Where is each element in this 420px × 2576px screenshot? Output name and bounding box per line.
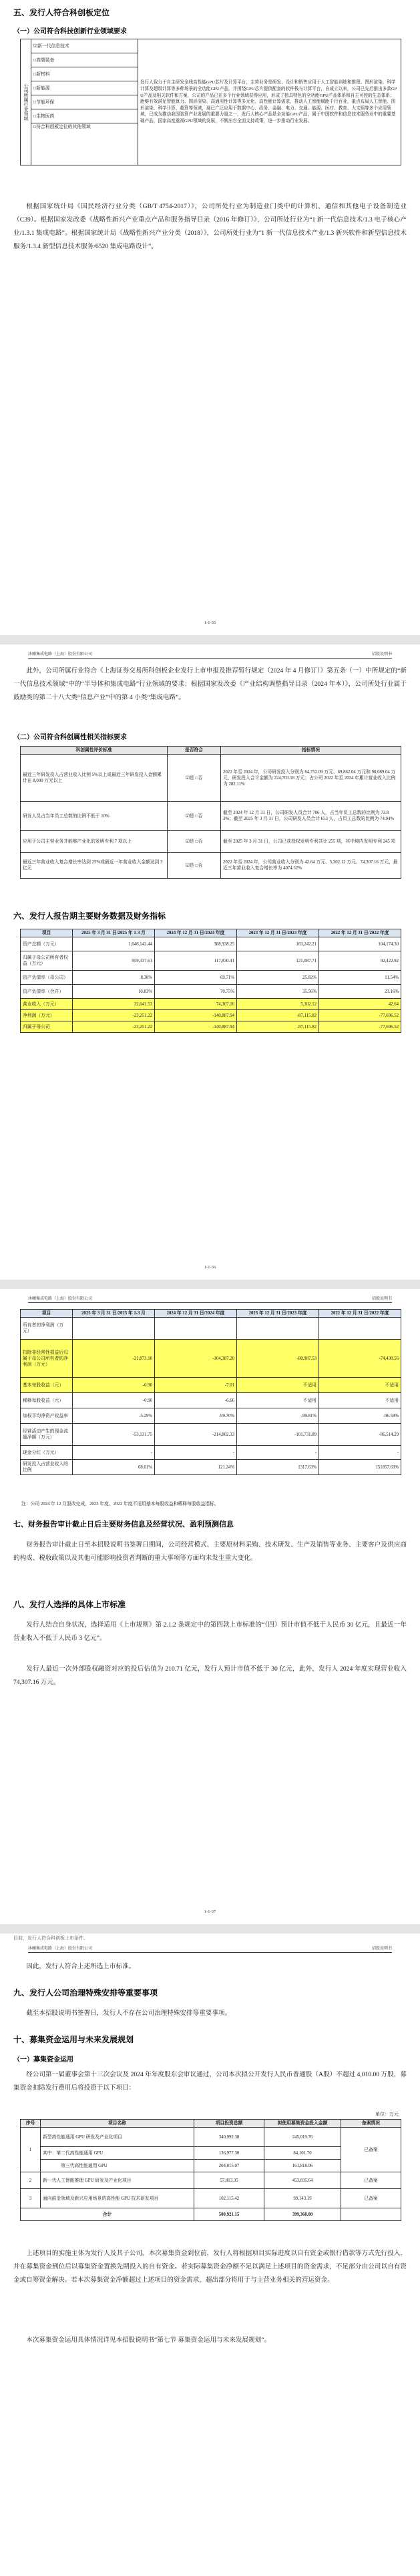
page-header bbox=[28, 649, 392, 659]
document-type: 招股说明书 bbox=[371, 1947, 392, 1951]
listing-standard-paragraph: 发行人结合自身状况，选择适用《上市规则》第 2.1.2 条规定中的第四款上市标准的“（四）预计市值不低于人民币 30 亿元，且最近一年营业收入不低于人民币 3 亿元”。 bbox=[13, 1621, 407, 1642]
field-row: □生物医药 bbox=[31, 109, 138, 123]
criteria-row: 最近三年营业收入复合增长率达到 25%或最近一年营业收入金额达到 3 亿元 ☑是 □否 2022 年至 2024 年，公司营业收入分别为 42.64 万元、5,302.12 万元、74,307.16 万元，最近三年营业收入复合增长率为 4074.52% bbox=[21, 853, 401, 879]
post-audit-paragraph: 财务报告审计截止日至本招股说明书签署日期间，公司经营模式、主要原材料采购、技术研发、生产及销售等业务、主要客户及供应商的构成、税收政策以及其他可能影响投资者判断的重大事项等方面均未发生重大变化。 bbox=[13, 1541, 407, 1562]
column-header: 科创属性评价标准 bbox=[21, 747, 168, 755]
field-row: □符合科创板定位的其他领域 bbox=[31, 123, 138, 165]
checkbox-icon: □ bbox=[33, 57, 37, 63]
column-header: 2025 年 3 月 31 日/2025 年 1-3 月 bbox=[73, 929, 155, 937]
table-row: 稀释每股收益（元） -0.90 -6.66 不适用 不适用 bbox=[21, 1393, 401, 1408]
page-1-35 bbox=[0, 0, 420, 635]
reference-paragraph: 本次募集资金运用具体情况详见本招股说明书“第七节 募集资金运用与未来发展规划”。 bbox=[26, 2336, 271, 2344]
table-row-highlighted: 归属于母公司 -23,251.22 -140,887.94 -87,115.82 -77,696.52 bbox=[21, 1021, 401, 1033]
table-row: 所有者的净利润（万元） bbox=[21, 1318, 401, 1340]
page-1-37 bbox=[0, 1289, 420, 1924]
field-row: □节能环保 bbox=[31, 95, 138, 109]
field-row: □高端装备 bbox=[31, 53, 138, 67]
subsection-1-heading: （一）公司符合科技创新行业领域要求 bbox=[13, 28, 127, 35]
valuation-paragraph: 发行人最近一次外部股权融资对应的投后估值为 210.71 亿元，发行人预计市值不低于 30 亿元，此外，发行人 2024 年度实现营业收入 74,307.16 万元。 bbox=[13, 1665, 407, 1686]
table-note: 注：公司 2024 年 12 月股改完成，2023 年度、2022 年度不适用基本每股收益和稀释每股收益指标。 bbox=[21, 1502, 219, 1507]
fund-raising-paragraph: 经公司第一届董事会第十三次会议及 2024 年年度股东会审议通过，公司本次拟公开发行人民币普通股（A股）不超过 4,010.00 万股，募集资金扣除发行费用后将投资于以下项目： bbox=[13, 2071, 407, 2092]
document-type: 招股说明书 bbox=[371, 653, 392, 657]
section-6-heading: 六、发行人报告期主要财务数据及财务指标 bbox=[13, 911, 166, 921]
column-header: 项目 bbox=[21, 929, 73, 937]
fund-use-subheading: （一）募集资金运用 bbox=[13, 2056, 73, 2064]
compliance-checkbox: ☑是 □否 bbox=[168, 853, 221, 879]
compliance-checkbox: ☑是 □否 bbox=[168, 831, 221, 853]
table-row: 其中：第二代高性能通用 GPU 136,977.30 84,101.70 bbox=[21, 2147, 401, 2160]
subsection-2-heading: （二）公司符合科创属性相关指标要求 bbox=[13, 734, 127, 741]
industry-classification-paragraph: 根据国家统计局《国民经济行业分类（GB/T 4754-2017）》，公司所处行业为制造业门类中的计算机、通信和其他电子设备制造业（C39）。根据国家发改委《战略性新兴产业重点产品和服务指导目录（2016 年修订）》，公司所处行业为“1 新一代信息技术/1.3 电子核心产业/1.3.1 集成电路”。根据国家统计局《战略性新兴产业分类（2018）》，公司所处行业为“1 新一代信息技术产业/1.3 新兴软件和新型信息技术服务/1.3.4 新型信息技术服务/6520 集成电路设计”。 bbox=[13, 203, 407, 250]
company-name: 沐曦集成电路（上海）股份有限公司 bbox=[28, 1297, 93, 1301]
document-type: 招股说明书 bbox=[371, 1297, 392, 1301]
unit-label: 单位：万元 bbox=[375, 2112, 399, 2117]
page-header bbox=[28, 1943, 392, 1953]
column-header: 2023 年 12 月 31 日/2023 年度 bbox=[237, 929, 319, 937]
criteria-row: 研发人员占当年员工总数的比例不低于 10% ☑是 □否 截至 2024 年 12 月 31 日，公司研发人员合计 706 人，占当年员工总数的比例为 73.83%；截至 2025 年 3 月 31 日，公司研发人员合计 653 人，占员工总数的比例为 74.94% bbox=[21, 802, 401, 831]
table-row-highlighted: 净利润（万元） -23,251.22 -140,887.94 -87,115.82 -77,696.52 bbox=[21, 1010, 401, 1021]
column-header: 备案情况 bbox=[341, 2120, 401, 2128]
column-header: 2022 年 12 月 31 日/2022 年度 bbox=[319, 929, 401, 937]
field-category-label: 公司所属行业领域 bbox=[21, 39, 31, 165]
field-row: ☑新一代信息技术 bbox=[31, 39, 138, 53]
table-row: 2 新一代人工智能推理 GPU 研发及产业化项目 57,813.35 453,835.64 已备案 bbox=[21, 2172, 401, 2189]
financial-table-part-1 bbox=[20, 929, 401, 1033]
industry-field-table bbox=[20, 39, 401, 165]
fund-allocation-table bbox=[20, 2119, 401, 2221]
table-row: 1 新型高性能通用 GPU 研发及产业化项目 340,992.38 245,019.76 已备案 bbox=[21, 2128, 401, 2147]
table-row: 资产总额（万元） 1,046,142.44 388,938.25 163,242.21 104,174.30 bbox=[21, 937, 401, 951]
table-total-row: 合计 500,921.15 399,360.00 bbox=[21, 2208, 401, 2221]
compliance-checkbox: ☑是 □否 bbox=[168, 755, 221, 802]
column-header: 项目 bbox=[21, 1310, 73, 1318]
section-9-heading: 九、发行人公司治理特殊安排等重要事项 bbox=[13, 1988, 158, 1998]
industry-compliance-paragraph: 此外，公司所属行业符合《上海证券交易所科创板企业发行上市申报及推荐暂行规定（2024 年 4 月修订）》第五条（一）中所规定的“新一代信息技术领域”中的“半导体和集成电路”行业领域的要求；根据国家发改委《产业结构调整指导目录（2024 年本）》，公司所处行业属于鼓励类的第二十八大类“信息产业”中的第 4 小类“集成电路”。 bbox=[13, 667, 407, 701]
compliance-checkbox: ☑是 □否 bbox=[168, 802, 221, 831]
checkbox-icon: □ bbox=[33, 113, 37, 119]
column-header: 2024 年 12 月 31 日/2024 年度 bbox=[155, 1310, 237, 1318]
section-7-heading: 七、财务报告审计截止日后主要财务信息及经营状况、盈利预测信息 bbox=[13, 1521, 234, 1529]
table-row: 第三代高性能通用 GPU 204,015.07 161,818.06 bbox=[21, 2160, 401, 2172]
table-row: 归属于母公司所有者权益（万元） 959,337.61 117,830.41 121,087.71 92,422.92 bbox=[21, 951, 401, 971]
column-header: 指标情况 bbox=[221, 747, 401, 755]
page-header bbox=[28, 1293, 392, 1303]
criteria-row: 最近三年研发投入占营业收入比例 5%以上或最近三年研发投入金额累计在 8,000 万元以上 ☑是 □否 2022 年至 2024 年，公司研发投入分别为 64,752.09 万元、69,862.04 万元和 90,089.04 万元，研发投入合计金额为 224,703.18 万元；占公司 2022 年至 2024 年累计营业收入比例为 282.11% bbox=[21, 755, 401, 802]
checkbox-icon: □ bbox=[33, 85, 37, 91]
column-header: 2023 年 12 月 31 日/2023 年度 bbox=[237, 1310, 319, 1318]
page-number: 1-1-36 bbox=[204, 1265, 216, 1270]
column-header: 2022 年 12 月 31 日/2022 年度 bbox=[319, 1310, 401, 1318]
column-header: 项目名称 bbox=[41, 2120, 194, 2128]
column-header: 是否符合 bbox=[168, 747, 221, 755]
column-header: 2025 年 3 月 31 日/2025 年 1-3 月 bbox=[73, 1310, 155, 1318]
table-row: 现金分红（万元） - - - - bbox=[21, 1446, 401, 1460]
company-name: 沐曦集成电路（上海）股份有限公司 bbox=[28, 1947, 93, 1951]
field-row: □新材料 bbox=[31, 67, 138, 81]
column-header: 拟使用募集资金投入金额 bbox=[264, 2120, 341, 2128]
table-row: 研发投入占营业收入的比例 68.01% 121.24% 1317.63% 151857.63% bbox=[21, 1460, 401, 1475]
governance-paragraph: 截至本招股说明书签署日，发行人不存在公司治理特殊安排等重要事项。 bbox=[26, 2010, 232, 2017]
conclusion-paragraph: 因此，发行人符合上述所选上市标准。 bbox=[26, 1963, 136, 1970]
table-row: 经营活动产生的现金流量净额（万元） -53,131.75 -214,802.33 -101,731.89 -86,514.29 bbox=[21, 1424, 401, 1446]
table-row-highlighted: 营业收入（万元） 32,041.53 74,307.16 5,302.12 42.64 bbox=[21, 999, 401, 1010]
table-row: 3 面向前沿领域及新兴应用场景的高性能 GPU 技术研发项目 102,115.42 99,143.19 已备案 bbox=[21, 2189, 401, 2208]
criteria-row: 应用于公司主营业务并能够产业化的发明专利 7 项以上 ☑是 □否 截至 2025 年 3 月 31 日，公司已获授权发明专利共计 255 项，其中境内发明专利 245 项 bbox=[21, 831, 401, 853]
column-header: 2024 年 12 月 31 日/2024 年度 bbox=[155, 929, 237, 937]
table-row: 资产负债率（母公司） 8.30% 69.71% 25.82% 11.54% bbox=[21, 971, 401, 985]
checkbox-icon: □ bbox=[33, 71, 37, 77]
section-5-heading: 五、发行人符合科创板定位 bbox=[13, 8, 110, 17]
implementation-paragraph: 上述项目的实施主体为发行人及其子公司。本次募集资金到位前，发行人将根据项目实际进度以自有资金或银行借款等方式先行投入，并在募集资金到位后以募集资金置换先期投入的自有资金。若实际募集资金净额不足以满足上述项目的资金需求，不足部分由公司以自有资金或自筹资金解决。若本次募集资金净额超过上述项目的资金需求，超出部分将用于与主营业务相关的营运资金。 bbox=[13, 2250, 407, 2284]
column-header: 项目投资总额 bbox=[194, 2120, 264, 2128]
page-1-36 bbox=[0, 645, 420, 1280]
checkbox-icon: □ bbox=[33, 125, 37, 129]
financial-table-part-2 bbox=[20, 1309, 401, 1475]
table-row-highlighted: 扣除非经常性损益后归属于母公司所有者的净利润（万元） -21,873.10 -104,387.20 -88,987.53 -74,430.56 bbox=[21, 1340, 401, 1378]
top-line-text: 目前，发行人符合科创板上市条件。 bbox=[13, 1936, 88, 1941]
tech-attribute-table bbox=[20, 746, 401, 879]
page-number: 1-1-37 bbox=[204, 1909, 216, 1914]
section-8-heading: 八、发行人选择的具体上市标准 bbox=[13, 1600, 126, 1609]
table-row: 资产负债率（合并） 10.83% 70.75% 35.56% 23.16% bbox=[21, 985, 401, 999]
company-name: 沐曦集成电路（上海）股份有限公司 bbox=[28, 653, 93, 657]
field-description: 发行人致力于自主研发全栈高性能GPU芯片及计算平台，主营业务是研发、设计和销售应用于人工智能训练和推理、图形渲染、科学计算及超级计算等多种场景的全功能GPU产品，并围绕GPU芯片提供配套的软件栈与计算平台，自成立以来，公司已先后推出多款GPU产品及相关软件和方案，公司的产品已在多个行业领域获得应用，形成了独具特色的全功能GPU产品体系和自主可控的生态体系；能够有效满足智能算力、图形渲染、高通用性计算等多元化、高性能计算需求，推动人工智能赋能千行百业，重点布局人工智能、图形渲染、科学计算、超算等领域，现已广泛应用于数据中心、政务、金融、电力、交通、能源、医疗、教育、大文娱等多个应用领域，已成为推动我国智算产业发展的重要力量之一，发行人核心产品是全功能GPU产品，属于中国软件和信息技术服务业中的重要基础产品，国家高度重视GPU领域的发展，不断出台全面支持政策，进一步推动行业发展。 bbox=[138, 39, 401, 165]
section-10-heading: 十、募集资金运用与未来发展规划 bbox=[13, 2035, 134, 2044]
checkbox-icon: ☑ bbox=[33, 43, 38, 49]
checkbox-icon: □ bbox=[33, 99, 37, 105]
table-row-highlighted: 基本每股收益（元） -0.90 -7.01 不适用 不适用 bbox=[21, 1378, 401, 1393]
page-number: 1-1-35 bbox=[204, 620, 216, 625]
column-header: 序号 bbox=[21, 2120, 41, 2128]
field-row: □新能源 bbox=[31, 81, 138, 95]
table-row: 加权平均净资产收益率 -5.29% -99.70% -99.81% -96.58% bbox=[21, 1408, 401, 1424]
page-1-38 bbox=[0, 1934, 420, 2576]
